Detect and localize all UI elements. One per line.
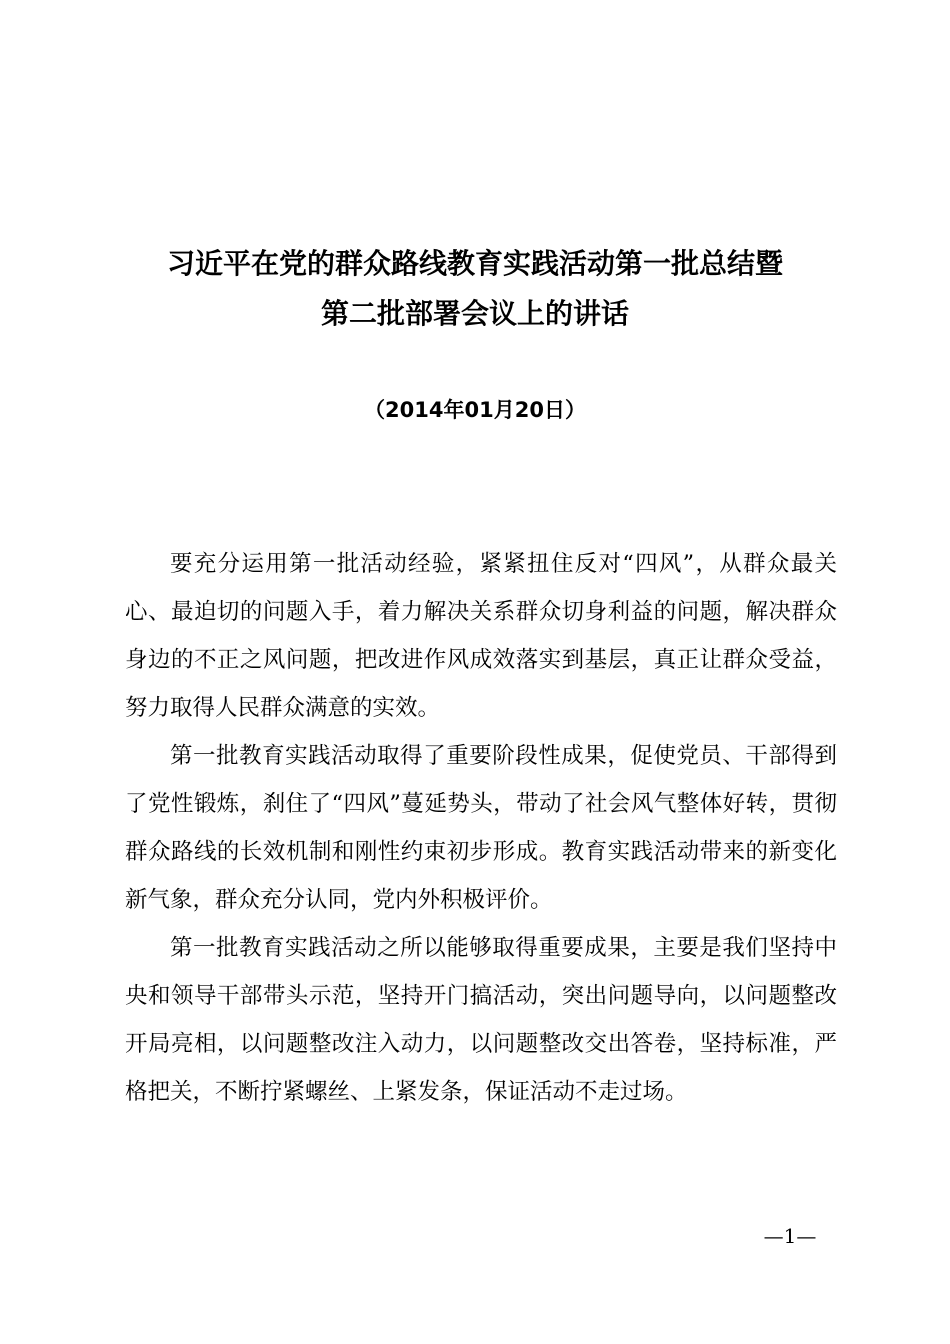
title-line-1: 习近平在党的群众路线教育实践活动第一批总结暨	[166, 247, 783, 280]
paragraph-2: 第一批教育实践活动取得了重要阶段性成果，促使党员、干部得到了党性锻炼，刹住了“四风”蔓延势头，带动了社会风气整体好转，贯彻群众路线的长效机制和刚性约束初步形成。教育实践活动带来的新变化新气象，群众充分认同，党内外积极评价。	[125, 743, 837, 913]
speech-date: （2014年01月20日）	[364, 398, 586, 422]
paragraph-3: 第一批教育实践活动之所以能够取得重要成果，主要是我们坚持中央和领导干部带头示范，坚持开门搞活动，突出问题导向，以问题整改开局亮相，以问题整改注入动力，以问题整改交出答卷，坚持标准，严格把关，不断拧紧螺丝、上紧发条，保证活动不走过场。	[125, 935, 837, 1105]
body-text	[125, 540, 837, 1116]
page-number: —1—	[763, 1224, 817, 1248]
paragraph-1: 要充分运用第一批活动经验，紧紧扭住反对“四风”，从群众最关心、最迫切的问题入手，着力解决关系群众切身利益的问题，解决群众身边的不正之风问题，把改进作风成效落实到基层，真正让群众受益，努力取得人民群众满意的实效。	[125, 551, 837, 721]
title-line-2: 第二批部署会议上的讲话	[320, 297, 629, 330]
